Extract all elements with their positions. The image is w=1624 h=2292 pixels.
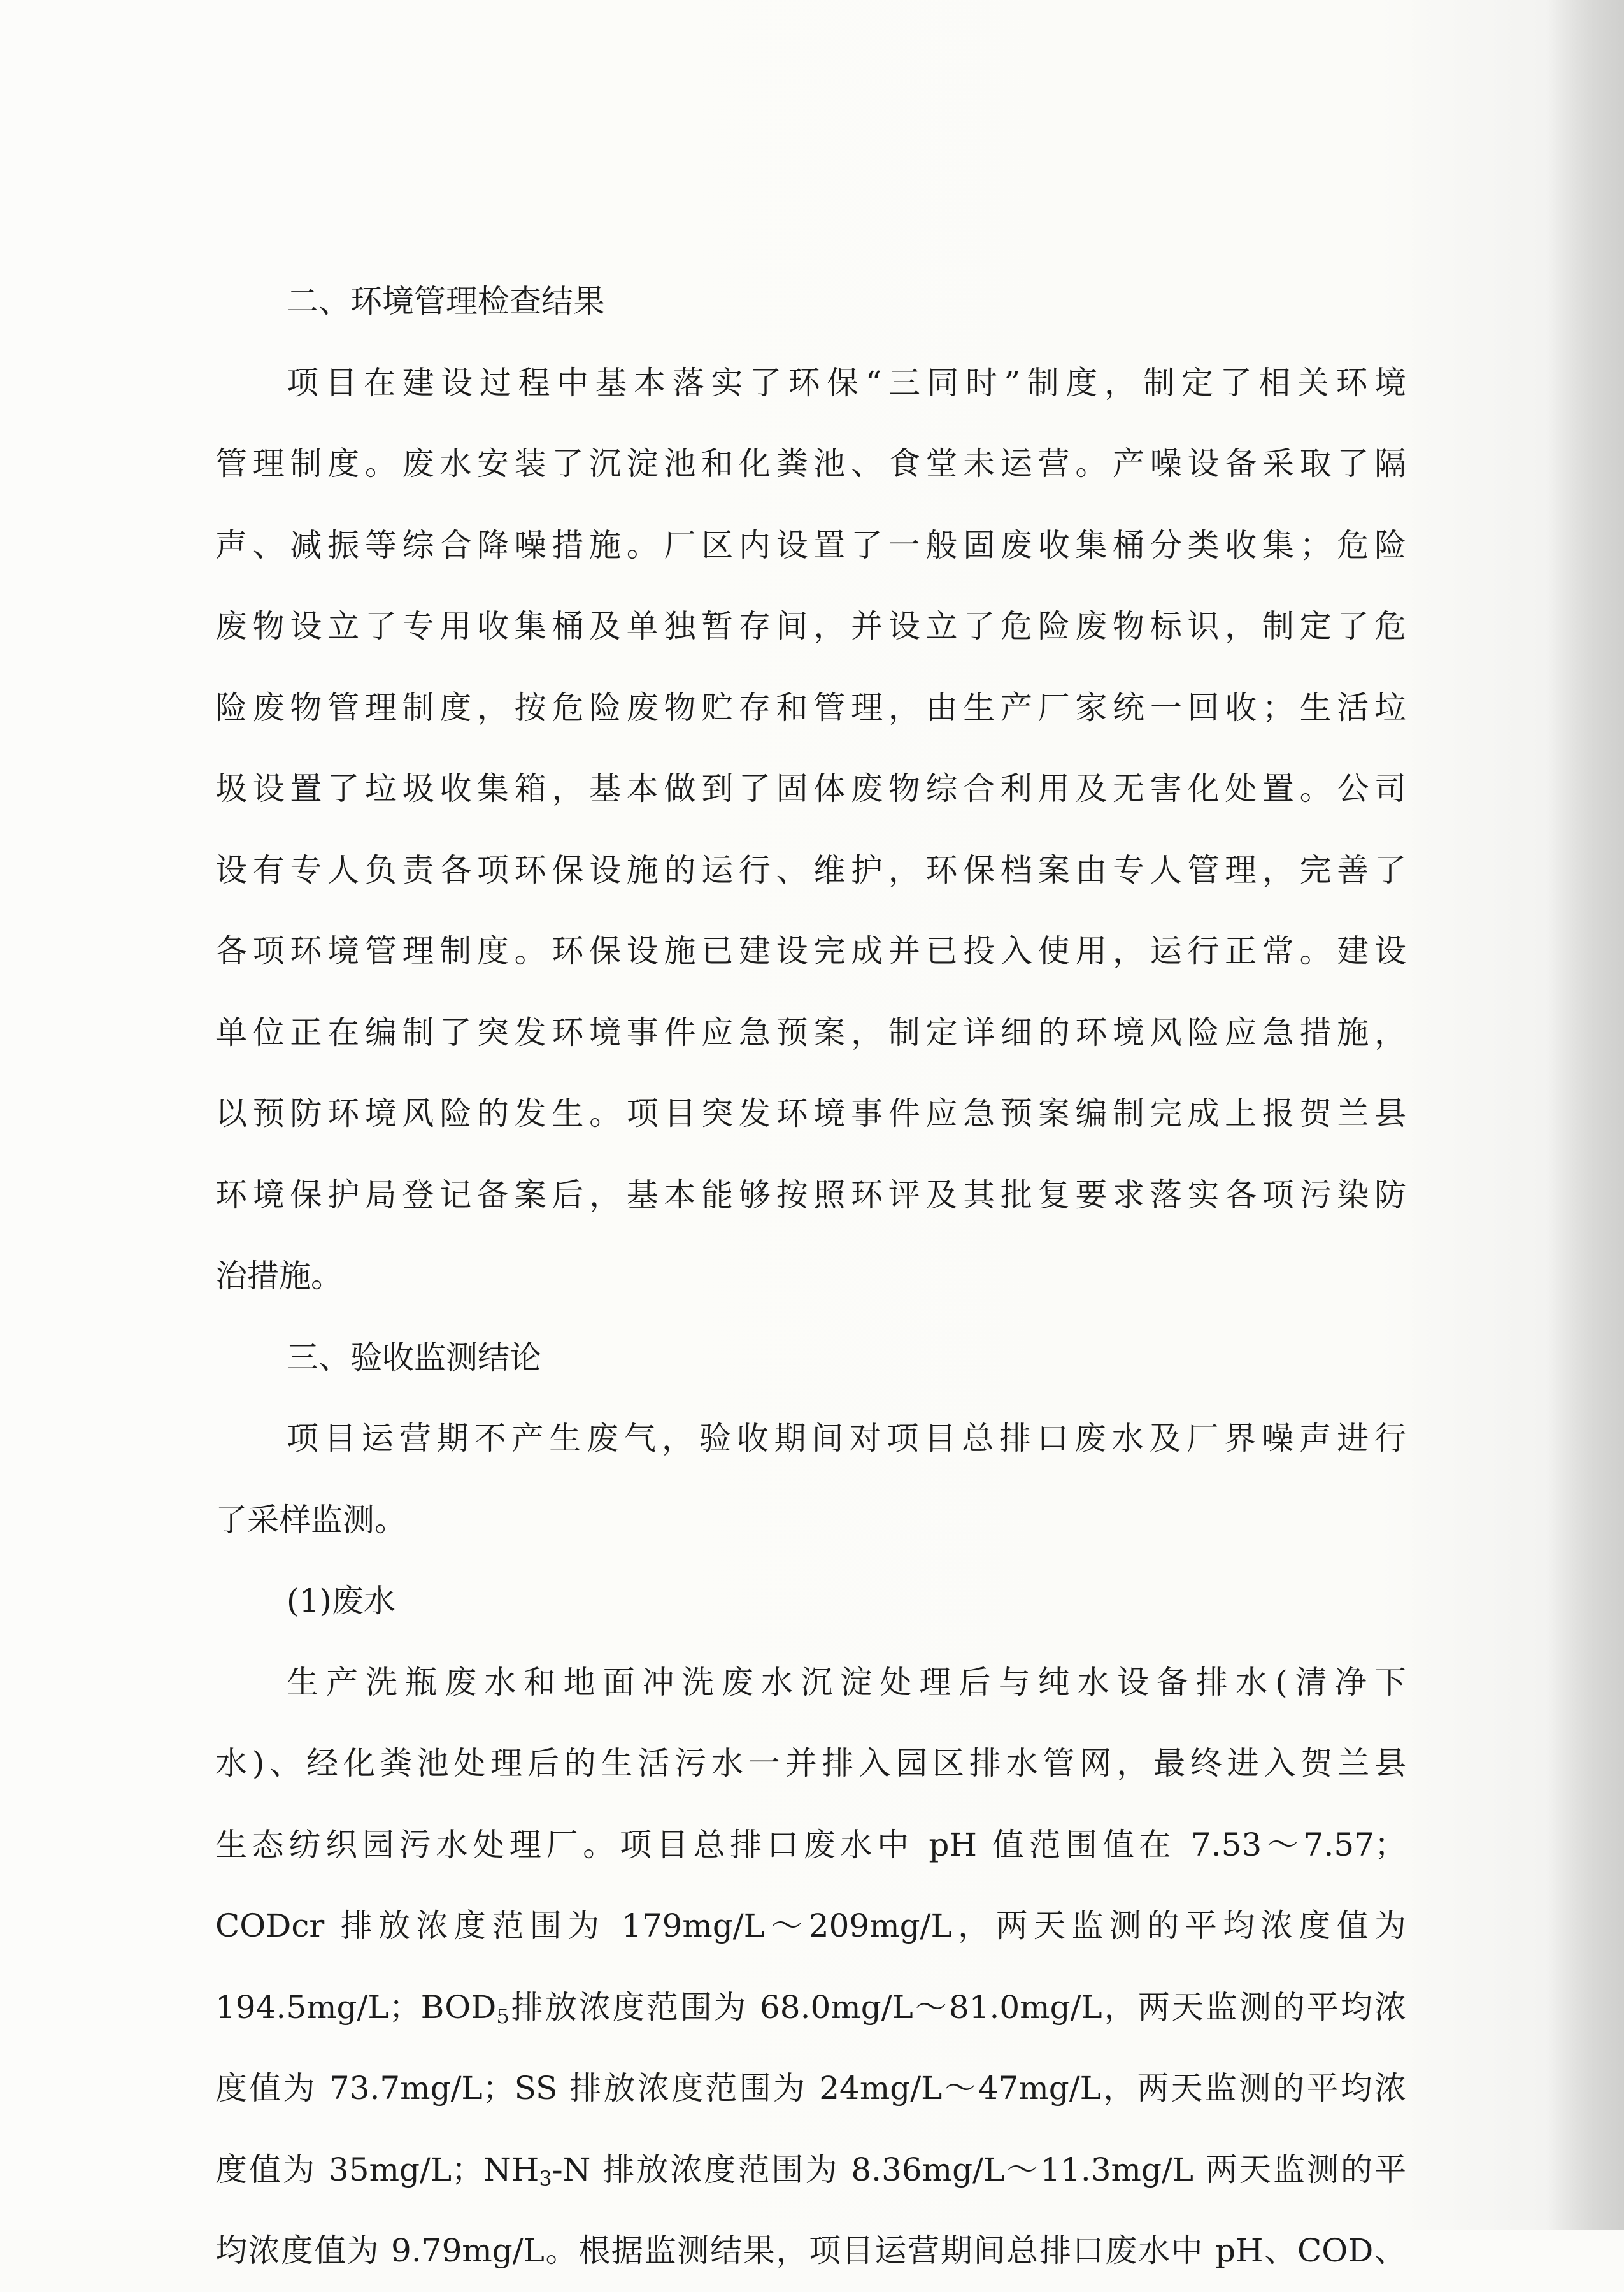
paragraph-line: 水)、经化粪池处理后的生活污水一并排入园区排水管网，最终进入贺兰县 xyxy=(215,1745,1406,1782)
paragraph-line: 项目在建设过程中基本落实了环保“三同时”制度，制定了相关环境 xyxy=(287,364,1406,401)
paragraph-line: 声、减振等综合降噪措施。厂区内设置了一般固废收集桶分类收集；危险 xyxy=(215,526,1406,564)
paragraph-line-bod5 xyxy=(215,1967,1406,2049)
paragraph-line: 环境保护局登记备案后，基本能够按照环评及其批复要求落实各项污染防 xyxy=(215,1176,1406,1214)
paragraph-line: 设有专人负责各项环保设施的运行、维护，环保档案由专人管理，完善了 xyxy=(215,851,1406,889)
paragraph-line: 了采样监测。 xyxy=(215,1501,406,1538)
paragraph-line: 管理制度。废水安装了沉淀池和化粪池、食堂未运营。产噪设备采取了隔 xyxy=(215,445,1406,482)
text-segment: 度值为 35mg/L；NH xyxy=(215,2151,539,2188)
paragraph-line: 以预防环境风险的发生。项目突发环境事件应急预案编制完成上报贺兰县 xyxy=(215,1095,1406,1132)
paragraph-line: 险废物管理制度，按危险废物贮存和管理，由生产厂家统一回收；生活垃 xyxy=(215,689,1406,726)
paragraph-line: 项目运营期不产生废气，验收期间对项目总排口废水及厂界噪声进行 xyxy=(287,1420,1406,1457)
text-segment: -N 排放浓度范围为 8.36mg/L～11.3mg/L 两天监测的平 xyxy=(552,2151,1407,2188)
text-segment: 排放浓度范围为 68.0mg/L～81.0mg/L，两天监测的平均浓 xyxy=(509,1988,1406,2026)
paragraph-line: 废物设立了专用收集桶及单独暂存间，并设立了危险废物标识，制定了危 xyxy=(215,608,1406,645)
paragraph-line: 生产洗瓶废水和地面冲洗废水沉淀处理后与纯水设备排水(清净下 xyxy=(287,1663,1406,1701)
paragraph-line: 度值为 73.7mg/L；SS 排放浓度范围为 24mg/L～47mg/L，两天监测的平均浓 xyxy=(215,2070,1406,2107)
subsection-title-wastewater: (1)废水 xyxy=(287,1582,395,1619)
subscript-3: 3 xyxy=(539,2166,552,2191)
paragraph-line: 治措施。 xyxy=(215,1257,343,1294)
section-title-management: 二、环境管理检查结果 xyxy=(287,283,605,320)
paragraph-line: 单位正在编制了突发环境事件应急预案，制定详细的环境风险应急措施， xyxy=(215,1013,1406,1051)
paragraph-line: 均浓度值为 9.79mg/L。根据监测结果，项目运营期间总排口废水中 pH、COD、 xyxy=(215,2232,1406,2269)
subscript-5: 5 xyxy=(496,2003,509,2028)
paragraph-line-nh3n xyxy=(215,2130,1406,2211)
paragraph-line: 各项环境管理制度。环保设施已建设完成并已投入使用，运行正常。建设 xyxy=(215,933,1406,970)
page-edge-shadow xyxy=(1548,0,1624,2230)
paragraph-line: 生态纺织园污水处理厂。项目总排口废水中 pH 值范围值在 7.53～7.57； xyxy=(215,1826,1406,1863)
paragraph-line: CODcr 排放浓度范围为 179mg/L～209mg/L，两天监测的平均浓度值为 xyxy=(215,1907,1406,1944)
section-title-monitoring: 三、验收监测结论 xyxy=(287,1338,541,1376)
document-body xyxy=(215,261,1406,2292)
paragraph-line: 圾设置了垃圾收集箱，基本做到了固体废物综合利用及无害化处置。公司 xyxy=(215,770,1406,807)
text-segment: 194.5mg/L；BOD xyxy=(215,1988,497,2026)
